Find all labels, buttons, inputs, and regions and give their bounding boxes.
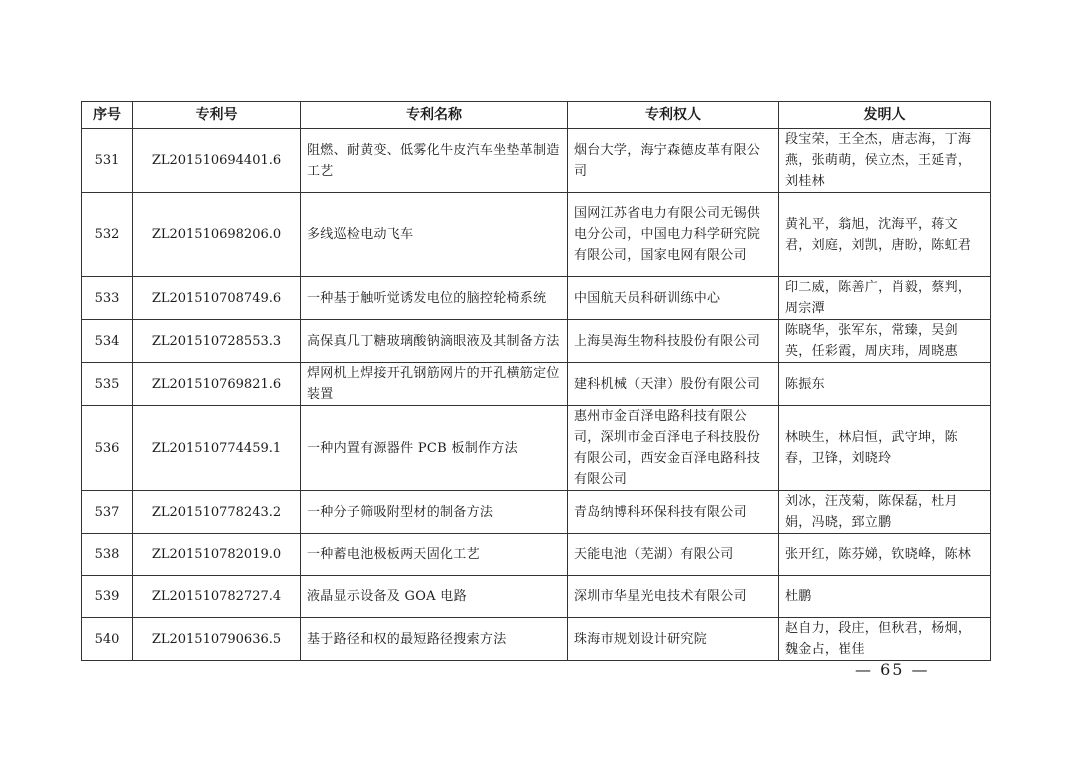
header-patent-number: 专利号 (133, 102, 301, 129)
cell-inventors: 段宝荣，王全杰，唐志海，丁海燕，张萌萌，侯立杰，王延青，刘桂林 (779, 129, 991, 193)
table-row (82, 491, 991, 534)
cell-patent-number: ZL201510698206.0 (133, 193, 301, 277)
cell-seq: 539 (82, 576, 133, 618)
patent-table (81, 101, 991, 661)
cell-patent-name: 多线巡检电动飞车 (301, 193, 568, 277)
table-header-row (82, 102, 991, 129)
cell-patent-number: ZL201510778243.2 (133, 491, 301, 534)
cell-seq: 540 (82, 618, 133, 661)
cell-inventors: 赵自力，段庄，但秋君，杨炯，魏金占，崔佳 (779, 618, 991, 661)
cell-inventors: 陈振东 (779, 363, 991, 406)
cell-patent-name: 一种基于触听觉诱发电位的脑控轮椅系统 (301, 277, 568, 320)
page-number: — 65 — (855, 660, 930, 679)
cell-inventors: 印二威，陈善广，肖毅，蔡判，周宗潭 (779, 277, 991, 320)
table-row (82, 406, 991, 491)
cell-seq: 537 (82, 491, 133, 534)
cell-patent-number: ZL201510782019.0 (133, 534, 301, 576)
cell-inventors: 黄礼平，翁旭，沈海平，蒋文君，刘庭，刘凯，唐盼，陈虹君 (779, 193, 991, 277)
cell-patent-number: ZL201510774459.1 (133, 406, 301, 491)
cell-patent-number: ZL201510769821.6 (133, 363, 301, 406)
header-patent-holder: 专利权人 (568, 102, 779, 129)
cell-patent-number: ZL201510694401.6 (133, 129, 301, 193)
cell-patent-name: 焊网机上焊接开孔钢筋网片的开孔横筋定位装置 (301, 363, 568, 406)
cell-inventors: 刘冰，汪茂菊，陈保磊，杜月娟，冯晓，郅立鹏 (779, 491, 991, 534)
cell-seq: 535 (82, 363, 133, 406)
table-row (82, 193, 991, 277)
cell-patent-holder: 国网江苏省电力有限公司无锡供电分公司，中国电力科学研究院有限公司，国家电网有限公司 (568, 193, 779, 277)
cell-patent-holder: 中国航天员科研训练中心 (568, 277, 779, 320)
cell-inventors: 陈晓华，张军东，常臻，吴剑英，任彩霞，周庆玮，周晓惠 (779, 320, 991, 363)
cell-patent-holder: 青岛纳博科环保科技有限公司 (568, 491, 779, 534)
cell-seq: 533 (82, 277, 133, 320)
cell-patent-number: ZL201510708749.6 (133, 277, 301, 320)
header-patent-name: 专利名称 (301, 102, 568, 129)
header-seq: 序号 (82, 102, 133, 129)
cell-patent-name: 液晶显示设备及 GOA 电路 (301, 576, 568, 618)
table-row (82, 363, 991, 406)
cell-seq: 532 (82, 193, 133, 277)
cell-patent-holder: 上海昊海生物科技股份有限公司 (568, 320, 779, 363)
cell-patent-holder: 珠海市规划设计研究院 (568, 618, 779, 661)
cell-seq: 534 (82, 320, 133, 363)
cell-patent-number: ZL201510728553.3 (133, 320, 301, 363)
cell-patent-name: 高保真几丁糖玻璃酸钠滴眼液及其制备方法 (301, 320, 568, 363)
cell-patent-name: 一种分子筛吸附型材的制备方法 (301, 491, 568, 534)
cell-patent-number: ZL201510782727.4 (133, 576, 301, 618)
cell-patent-name: 阻燃、耐黄变、低雾化牛皮汽车坐垫革制造工艺 (301, 129, 568, 193)
cell-patent-name: 一种蓄电池极板两天固化工艺 (301, 534, 568, 576)
cell-inventors: 张开红，陈芬娣，钦晓峰，陈林 (779, 534, 991, 576)
cell-patent-holder: 深圳市华星光电技术有限公司 (568, 576, 779, 618)
cell-patent-holder: 天能电池（芜湖）有限公司 (568, 534, 779, 576)
cell-inventors: 杜鹏 (779, 576, 991, 618)
cell-patent-holder: 建科机械（天津）股份有限公司 (568, 363, 779, 406)
table-row (82, 576, 991, 618)
cell-patent-name: 基于路径和权的最短路径搜索方法 (301, 618, 568, 661)
cell-patent-number: ZL201510790636.5 (133, 618, 301, 661)
cell-patent-holder: 惠州市金百泽电路科技有限公司，深圳市金百泽电子科技股份有限公司，西安金百泽电路科技有限公司 (568, 406, 779, 491)
table-row (82, 129, 991, 193)
cell-inventors: 林映生，林启恒，武守坤，陈春，卫锋，刘晓玲 (779, 406, 991, 491)
table-row (82, 320, 991, 363)
cell-seq: 531 (82, 129, 133, 193)
cell-patent-name: 一种内置有源器件 PCB 板制作方法 (301, 406, 568, 491)
table-row (82, 534, 991, 576)
cell-patent-holder: 烟台大学，海宁森德皮革有限公司 (568, 129, 779, 193)
table-row (82, 618, 991, 661)
header-inventors: 发明人 (779, 102, 991, 129)
cell-seq: 536 (82, 406, 133, 491)
table-row (82, 277, 991, 320)
cell-seq: 538 (82, 534, 133, 576)
